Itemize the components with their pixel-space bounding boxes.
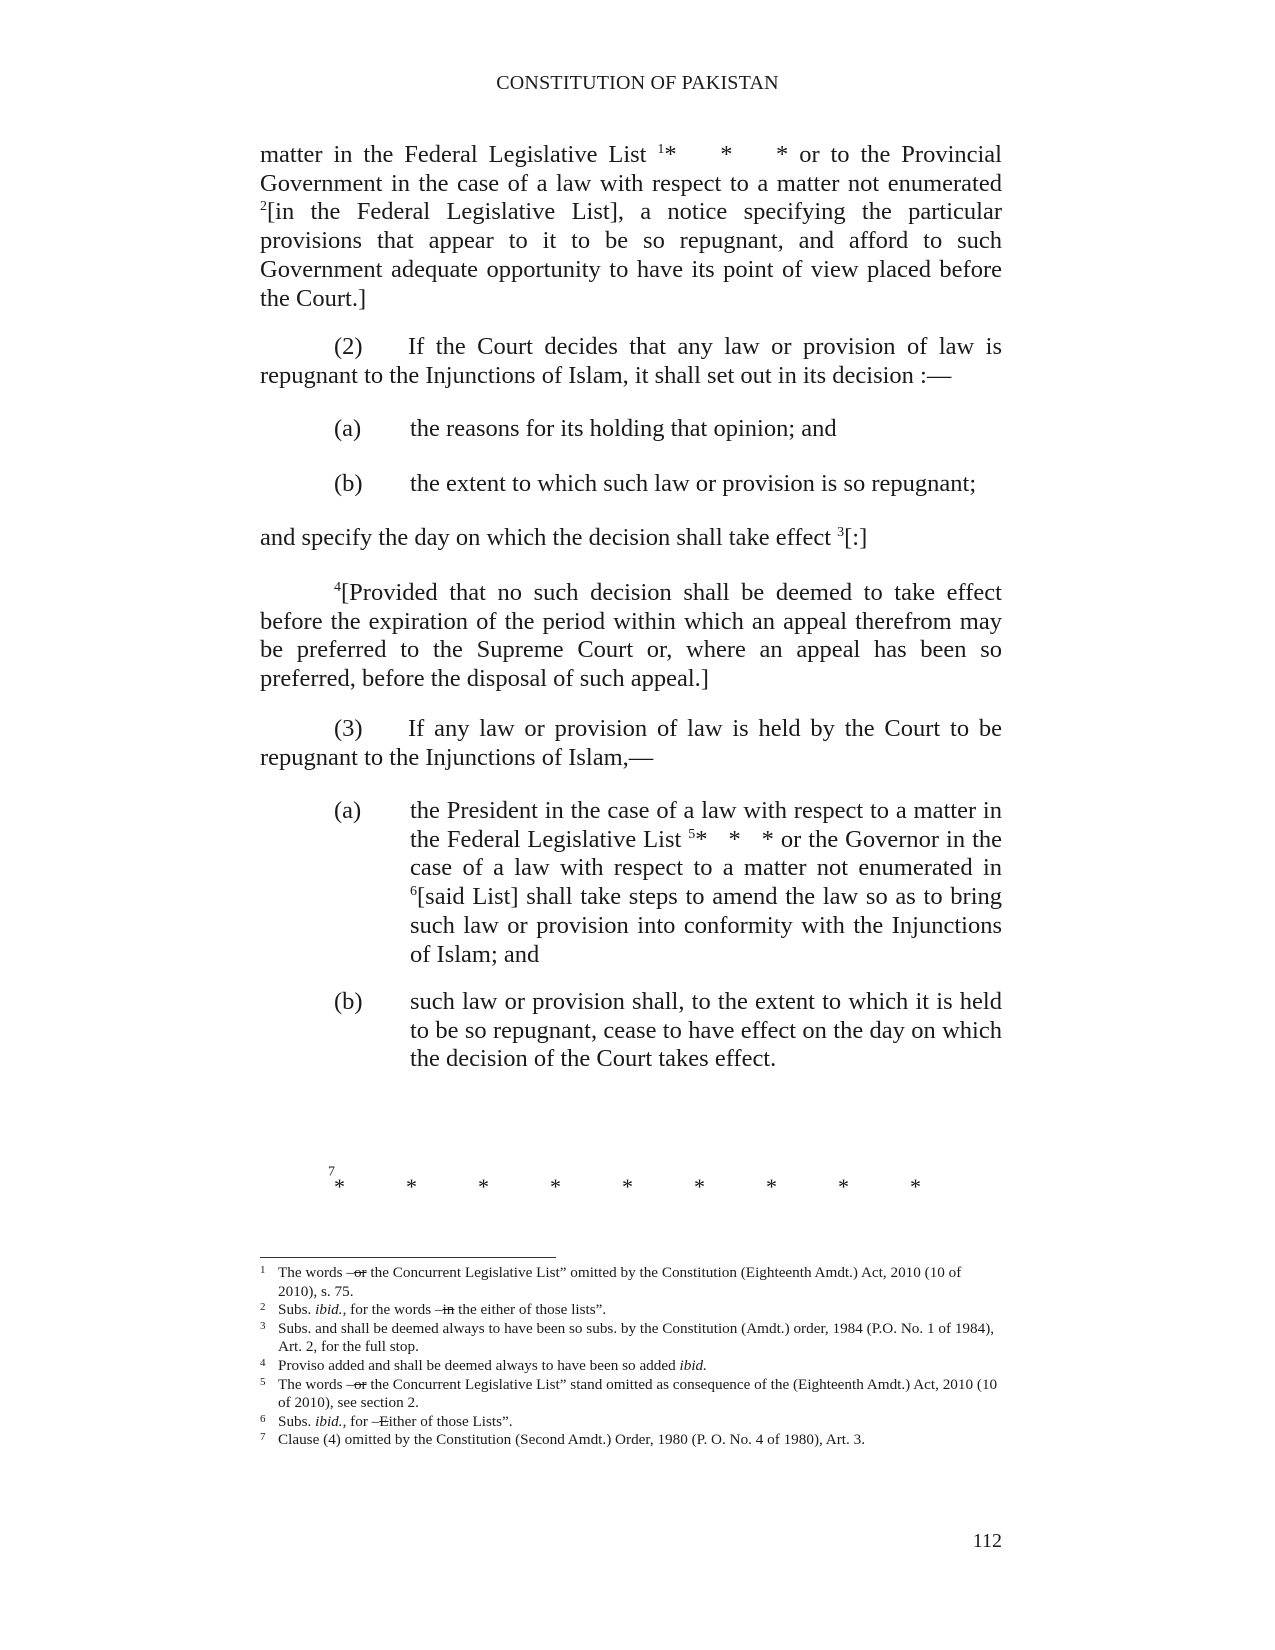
page-number: 112 bbox=[972, 1530, 1002, 1552]
item-label: (b) bbox=[334, 470, 363, 497]
item-text: the President in the case of a law with respect to a matter in the Federal Legislative List $^5$* * * or the Governor in the case of a law with respect to a matter not enumerated in $^6$[said List] shall take steps to amend the law so as to bring such law or provision into conformity with the Injunctions of Islam; and bbox=[410, 797, 1003, 968]
clause-3-item-a bbox=[260, 797, 1002, 969]
star: * bbox=[406, 1174, 417, 1199]
item-label: (a) bbox=[334, 415, 362, 442]
proviso: $^4$[Provided that no such decision shall be deemed to take effect before the expiration of the period within which an appeal therefrom may be preferred to the Supreme Court or, where an appeal has been so preferred, before the disposal of such appeal.] bbox=[260, 579, 1002, 693]
item-label: (b) bbox=[334, 988, 363, 1015]
clause-3-item-b bbox=[260, 988, 1002, 1074]
star: * bbox=[694, 1174, 705, 1199]
clause-3 bbox=[260, 715, 1002, 772]
footnote-4: 4 Proviso added and shall be deemed always to have been so added ibid. bbox=[260, 1356, 707, 1374]
clause-2 bbox=[260, 333, 1002, 390]
paragraph-continuation: matter in the Federal Legislative List $^1$* * * or to the Provincial Government in the case of a law with respect to a matter not enumerated $^2$[in the Federal Legislative List], a notice specifying the particular provisions that appear to it to be so repugnant, and afford to such Government adequate opportunity to have its point of view placed before the Court.] bbox=[260, 141, 1002, 312]
item-text: the reasons for its holding that opinion; and bbox=[410, 415, 837, 442]
star: * bbox=[910, 1174, 921, 1199]
clause-3-text: If any law or provision of law is held by the Court to be repugnant to the Injunctions of Islam,— bbox=[260, 715, 1002, 771]
footnote-ref-6[interactable]: 6 bbox=[410, 883, 417, 899]
footnote-ref-5[interactable]: 5 bbox=[688, 826, 696, 842]
item-text: the extent to which such law or provision is so repugnant; bbox=[410, 470, 977, 497]
star: * bbox=[550, 1174, 561, 1199]
footnote-ref-2[interactable]: 2 bbox=[260, 199, 267, 215]
footnote-separator bbox=[260, 1257, 556, 1258]
star: * bbox=[478, 1174, 489, 1199]
footnote-ref-1[interactable]: 1 bbox=[657, 141, 665, 157]
star: * bbox=[838, 1174, 849, 1199]
star: * bbox=[334, 1174, 345, 1199]
clause-2-item-b bbox=[260, 470, 1002, 499]
footnote-2: 2 Subs. ibid., for the words –in the either of those lists”. bbox=[260, 1301, 607, 1319]
footnote-6: 6 Subs. ibid., for –Either of those Lists”. bbox=[260, 1412, 513, 1430]
footnote-3: 3 Subs. and shall be deemed always to have been so subs. by the Constitution (Amdt.) order, 1984 (P.O. No. 1 of 1984), Art. 2, for the full stop. bbox=[260, 1319, 995, 1356]
item-label: (a) bbox=[334, 797, 362, 824]
footnote-ref-7[interactable]: 7 bbox=[328, 1164, 335, 1180]
clause-2-number: (2) bbox=[334, 333, 363, 360]
page-header-title: CONSTITUTION OF PAKISTAN bbox=[496, 72, 779, 94]
star: * bbox=[622, 1174, 633, 1199]
clause-2-closing: and specify the day on which the decision shall take effect $^3$[:] bbox=[260, 524, 868, 551]
clause-2-item-a bbox=[260, 415, 1002, 444]
item-text: such law or provision shall, to the extent to which it is held to be so repugnant, cease to have effect on the day on which the decision of the Court takes effect. bbox=[410, 988, 1002, 1073]
footnote-7: 7 Clause (4) omitted by the Constitution (Second Amdt.) Order, 1980 (P. O. No. 4 of 1980), Art. 3. bbox=[260, 1431, 866, 1449]
footnote-ref-3[interactable]: 3 bbox=[837, 524, 845, 540]
clause-2-text: If the Court decides that any law or provision of law is repugnant to the Injunctions of Islam, it shall set out in its decision :— bbox=[260, 333, 1002, 389]
footnote-ref-4[interactable]: 4 bbox=[334, 579, 341, 595]
footnote-5: 5 The words –or the Concurrent Legislative List” stand omitted as consequence of the (Eighteenth Amdt.) Act, 2010 (10 of 2010), see section 2. bbox=[260, 1375, 998, 1412]
star: * bbox=[766, 1174, 777, 1199]
footnote-1: 1 The words –or the Concurrent Legislative List” omitted by the Constitution (Eighteenth Amdt.) Act, 2010 (10 of 2010), s. 75. bbox=[260, 1264, 962, 1300]
footnotes bbox=[260, 1264, 1002, 1450]
clause-3-number: (3) bbox=[334, 715, 363, 742]
